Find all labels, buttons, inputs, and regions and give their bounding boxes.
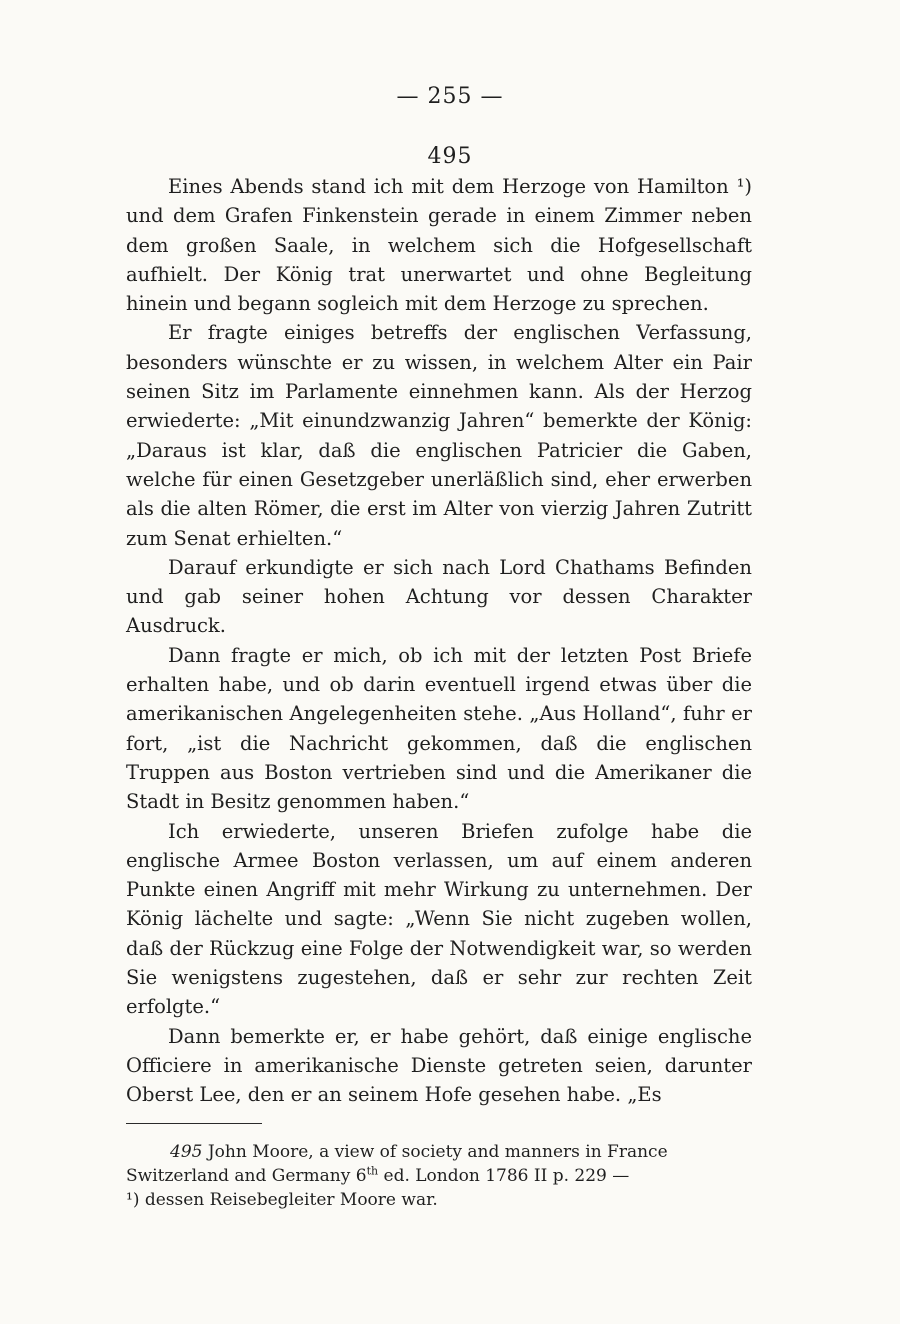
footnote-text: John Moore, a view of society and manners in France — [207, 1142, 668, 1162]
footnote-text: ed. London 1786 II p. 229 — — [378, 1166, 630, 1186]
paragraph: Darauf erkundigte er sich nach Lord Chathams Befinden und gab seiner hohen Achtung vor dessen Charakter Ausdruck. — [126, 555, 752, 638]
body-text — [126, 172, 752, 1110]
footnote-superscript: th — [366, 1164, 379, 1178]
paragraph: Er fragte einiges betreffs der englischen Verfassung, besonders wünschte er zu wissen, in welchem Alter ein Pair seinen Sitz im Parlamente einnehmen kann. Als der Herzog erwiederte: „Mit einundzwanzig Jahren“ bemerkte der König: „Daraus ist klar, daß die englischen Patricier die Gaben, welche für einen Gesetzgeber unerläßlich sind, eher erwerben als die alten Römer, die erst im Alter von vierzig Jahren Zutritt zum Senat erhielten.“ — [126, 321, 752, 550]
page-number-header: — 255 — — [396, 84, 504, 109]
footnote-number: 495 — [170, 1142, 203, 1162]
footnote-line — [126, 1164, 752, 1188]
paragraph: Eines Abends stand ich mit dem Herzoge von Hamilton ¹) und dem Grafen Finkenstein gerade in einem Zimmer neben dem großen Saale, in welchem sich die Hofgesellschaft aufhielt. Der König trat unerwartet und ohne Begleitung hinein und begann sogleich mit dem Herzoge zu sprechen. — [126, 175, 752, 316]
footnote — [126, 1140, 752, 1212]
paragraph: Ich erwiederte, unseren Briefen zufolge habe die englische Armee Boston verlassen, um auf einem anderen Punkte einen Angriff mit mehr Wirkung zu unternehmen. Der König lächelte und sagte: „Wenn Sie nicht zugeben wollen, daß der Rückzug eine Folge der Notwendigkeit war, so werden Sie wenigstens zugestehen, daß er sehr zur rechten Zeit erfolgte.“ — [126, 819, 752, 1019]
footnote-divider — [126, 1123, 262, 1124]
footnote-line: ¹) dessen Reisebegleiter Moore war. — [126, 1190, 438, 1210]
paragraph: Dann bemerkte er, er habe gehört, daß einige englische Officiere in amerikanische Dienste getreten seien, darunter Oberst Lee, den er an seinem Hofe gesehen habe. „Es — [126, 1024, 752, 1107]
paragraph: Dann fragte er mich, ob ich mit der letzten Post Briefe erhalten habe, und ob darin eventuell irgend etwas über die amerikanischen Angelegenheiten stehe. „Aus Holland“, fuhr er fort, „ist die Nachricht gekommen, daß die englischen Truppen aus Boston vertrieben sind und die Amerikaner die Stadt in Besitz genommen haben.“ — [126, 643, 752, 814]
entry-number: 495 — [427, 144, 473, 169]
footnote-line — [126, 1140, 752, 1164]
footnote-text: Switzerland and Germany 6 — [126, 1166, 367, 1186]
